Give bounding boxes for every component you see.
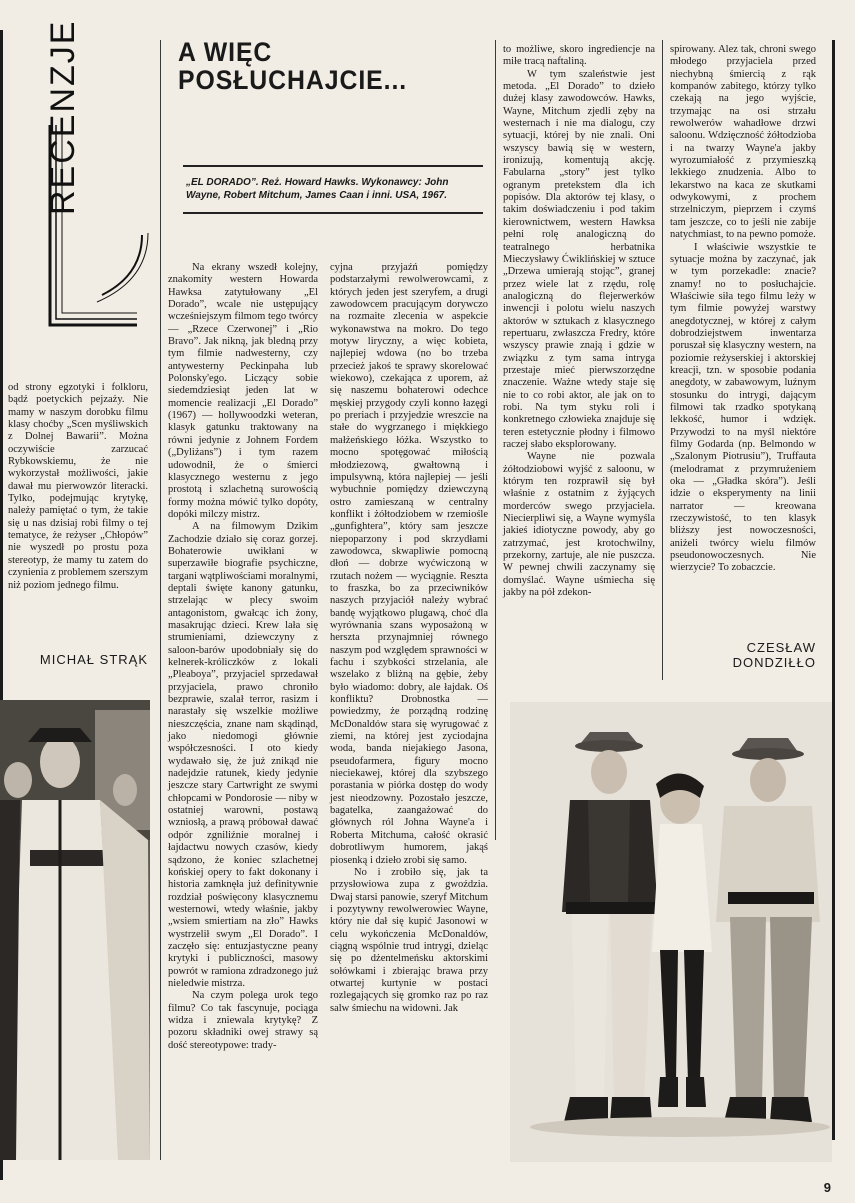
left-review-author: MICHAŁ STRĄK bbox=[39, 652, 148, 667]
headline-line-2: POSŁUCHAJCIE... bbox=[178, 65, 408, 95]
article-column-2: Na ekrany wszedł kolejny, znakomity western Howarda Hawksa zatytułowany „El Dorado”, wcale nie ustępujący wcześniejszym filmom tego twórcy — „Rzece Czerwonej” i „Rio Bravo”. Jak nikną, jak bledną przy tym filmie nadwesterny, czy antywesterny Peckinpaha lub Polonsky'ego. Liczący sobie siedemdziesiąt jeden lat w momencie realizacji „El Dorado” (1967) — hollywoodzki weteran, klasyk gatunku traktowany na równi jedynie z Johnem Fordem („Dyliżans”) i tym razem udowodnił, że o śmierci klasycznego westernu z jego prostotą i szlachetną surowością formy można mówić tylko dopóty, dopóki milczy mistrz. A na filmowym Dzikim Zachodzie działo się coraz gorzej. Bohaterowie uwikłani w superzawiłe biografie psychiczne, targani wątpliwościami moralnymi, deptali święte kanony gatunku, strzelając w plecy swoim antagonistom, gwałcąc ich żony, masakrując dzieci. Krew lała się strumieniami, dziewczyny z saloon-barów upodobniały się do kelnerek-króliczków z lokali „Pleaboya”, przyjaciel sprzedawał przyjaciela, prawo chroniło bezprawie, szalał terror, rasizm i narastały się wszelkie możliwe nieszczęścia, znane nam skądinąd, jako niedomogi głównie współczesności. I oto kiedy wydawało się, że już znikąd nie nadejdzie ratunek, kiedy jedynie jeszcze stary Cartwright ze swymi chłopcami w Pondorosie — niby w ostatniej warowni, postawą wzniosłą, a prawą próbował dawać odpór zgniliźnie moralnej i łajdactwu nowych czasów, kiedy sądzono, że koniec szlachetnej końskiej opery to fakt dokonany i historia zamknęła już definitywnie rozdział poświęcony klasycznemu westernowi, wtedy właśnie, jakby „wsiem smiertiam na zło” Hawks wystrzelił swym „El Dorado”. I zaczęło się: entuzjastyczne peany krytyki i publiczności, masowy powrót w ramiona zdradzonego już nieledwie mistrza. Na czym polega urok tego filmu? Co tak fascynuje, pociąga widza i zniewala krytykę? Z pozoru składniki owej strawy są dość stereotypowe: trady- bbox=[168, 262, 318, 1051]
column-divider bbox=[662, 40, 663, 680]
author-first-name: CZESŁAW bbox=[746, 640, 816, 655]
article-author bbox=[670, 640, 816, 670]
article-column-5: spirowany. Alez tak, chroni swego młodego przyjaciela przed niechybną śmiercią z rąk kompanów zabitego, którzy tylko czekają na jego wyjście, trzymając na osi strzału rewolwerów wahadłowe drzwi saloonu. Wdzięczność żółtodzioba i na twarzy Wayne'a jakby wyrozumiałość z przymieszką lekkiego znudzenia. Albo to lekarstwo na kaca ze skutkami odwykowymi, z prochem strzelniczym, pieprzem i czymś tam jeszcze, co to jeśli nie zabije natychmiast, to na pewno pomoże. I właściwie wszystkie te sytuacje można by zaczynać, jak w tym porzekadle: znacie? znamy! no to posłuchajcie. Właściwie siła tego filmu leży w tym filmie powyżej warstwy anegdotycznej, w której z całym dobrodziejstwem inwentarza poruszał się klasyczny western, na poziomie reżyserskiej i aktorskiej kreacji, tzn. w sposobie podania anegdoty, w zabawowym, luźnym stosunku do intrygi, dającym filmowi tak rzadko spotykaną lekkość, humor i wdzięk. Przywodzi to na myśl niektóre filmy Godarda (np. Belmondo w „Szalonym Piotrusiu”), Truffauta (melodramat z przymrużeniem oka — „Gładka skóra”). Jeśli idzie o eksperymenty na linii narrator — kreowana rzeczywistość, to ten klasyk bliższy jest nowoczesności, aniżeli twórcy wielu filmów pseudonowoczesnych. Nie wierzycie? To zobaczcie. bbox=[670, 44, 816, 574]
credits-bottom-rule bbox=[183, 212, 483, 214]
left-review-text: od strony egzotyki i folkloru, bądź poetyckich pejzaży. Nie mamy w naszym dorobku filmu klasy choćby „Scen myśliwskich z Dolnej Bawarii”. Można oczywiście zarzucać Rybkowskiemu, że nie wykorzystał możliwości, jakie dawał mu pierwowzór literacki. Tylko, podejmując krytykę, należy pamiętać o tym, że takie się u nas dzisiaj robi filmy o tej tematyce, że reżyser „Chłopów” nie wyszedł po prostu poza stereotyp, że mamy tu zatem do czynienia z problemem szerszym niż poziom jednego filmu. bbox=[8, 382, 148, 591]
credits-top-rule bbox=[183, 165, 483, 167]
film-still-peasants-image bbox=[0, 700, 150, 1160]
author-last-name: DONDZIŁŁO bbox=[732, 655, 816, 670]
article-column-4: to możliwe, skoro ingrediencje na miłe tracą naftaliną. W tym szaleństwie jest metoda. „El Dorado” to dzieło dużej klasy zawodowców. Hawks, Wayne, Mitchum zjedli zęby na westernach i nie ma dialogu, czy sytuacji, której by nie znali. Oni wszyscy bawią się w western, ironizują, komentują akcję. Fabularna „story” jest tylko ogranym pretekstem dla ich popisów. Dla aktorów tej klasy, o takim doświadczeniu i pod takim kierownictwem, western Hawksa pełni rolę analogiczną do teatralnego herbatnika Mieczysławy Ćwiklińskiej w sztuce „Drzewa umierają stojąc”, granej przez wiele lat z rzędu, rolę analogiczną do flejerwerków inwencji i polotu wielu naszych aktorów w sztukach z klasycznego repertuaru, zwłaszcza Fredry, które wszyscy prawie znają i gdzie w związku z tym sama intryga przestaje mieć pierwszorzędne znaczenie. Ważne wtedy staje się nie to co robi aktor, ale jak on to robi. Na tym styku roli i konkretnego człowieka znajduje się teren estetycznie płodny i filmowo raczej słabo eksplorowany. Wayne nie pozwala żółtodziobowi wyjść z saloonu, w którym ten rozprawił się był właśnie z ostatnim z żyjących morderców swego przyjaciela. Niecierpliwi się, a Wayne wymyśla jakieś idiotyczne powody, aby go zatrzymać, jest krotochwilny, przekorny, zartuje, ale nie puszcza. W pewnej chwili zaczynamy się domyślać. Wayne uśmiecha się jakby na pół zdekon- bbox=[503, 44, 655, 599]
column-divider bbox=[495, 40, 496, 840]
film-credits: „EL DORADO”. Reż. Howard Hawks. Wykonawcy: John Wayne, Robert Mitchum, James Caan i inni. USA, 1967. bbox=[186, 177, 449, 201]
headline-line-1: A WIĘC bbox=[178, 37, 273, 67]
column-divider bbox=[160, 40, 161, 1160]
section-label-text: RECENZJE bbox=[44, 19, 82, 215]
page-number: 9 bbox=[823, 1180, 831, 1195]
film-still-el-dorado-image bbox=[510, 702, 832, 1162]
film-still-peasants bbox=[0, 700, 150, 1160]
article-column-3: cyjna przyjaźń pomiędzy podstarzałymi rewolwerowcami, z których jeden jest szeryfem, a drugi zawodowcem pracującym dorywczo na rozmaite zlecenia w aspekcie wykonawstwa na mokro. Do tego motyw liryczny, a więc kobieta, najlepiej wdowa (no bo trzeba przecież jakoś te sprawy skorelować wiekowo), czekająca z uporem, aż się naszemu bohaterowi odechce męskiej przygody czyli konno łazęgi po preriach i przyjedzie wreszcie na stałe do wygrzanego i miękkiego małżeńskiego łóżka. Wszystko to mocno spotęgować miłością młodziezową, gwałtowną i impulsywną, która najlepiej — jeśli wybuchnie pomiędzy dziewczyną ostro zamieszaną w centralny konflikt i żółtodziobem w rzemiośle „gunfightera”, który sam jeszcze niepoparzony i pod skrzydłami zawodowca, skwapliwie pomocną dłoń — dobrze wyćwiczoną w rzutach nożem — wyciągnie. Reszta to fraszka, bo za przeciwników naszych przyjaciół należy wybrać bandę wyjątkowo plugawą, choć dla wyrównania szans wyposażoną w herszta przynajmniej równego naszym pod względem sprawności w fachu i szybkości strzelania, ale wszelako z bliżną na gębie, żeby było wiadomo: dobry, ale łajdak. Oś konfliktu? Drobnostka — powiedzmy, że porządną rodzinę McDonaldów stara się wyrugować z ziemi, na której jest zyciodajna woda, banda niejakiego Jasona, pseudofarmera, figury mocno nieciekawej, której dla szybszego porastania w piórka dostęp do wody jest nieodzowny. Pozostało jeszcze, bagatelka, zaangażować do głównych ról Johna Wayne'a i Roberta Mitchuma, całość okrasić dobrotliwym humorem, jakąś piosenką i dzieło zrobi się samo. No i zrobiło się, jak ta przysłowiowa zupa z gwoździa. Dwaj starsi panowie, szeryf Mitchum i pozytywny rewolwerowiec Wayne, który nie dał się kupić Jasonowi w celu wykończenia McDonaldów, ciągną wspólnie trud intrygi, dzieląc się po dżentelmeńsku aktorskimi sołówkami i zbierając brawa przy otwartej kurtynie w postaci rozlegających się gromko raz po raz salw śmiechu na widowni. Jak bbox=[330, 262, 488, 1014]
article-headline bbox=[178, 38, 463, 94]
right-border-rule bbox=[832, 40, 835, 1140]
film-still-el-dorado bbox=[510, 702, 832, 1162]
section-label bbox=[42, 19, 152, 335]
